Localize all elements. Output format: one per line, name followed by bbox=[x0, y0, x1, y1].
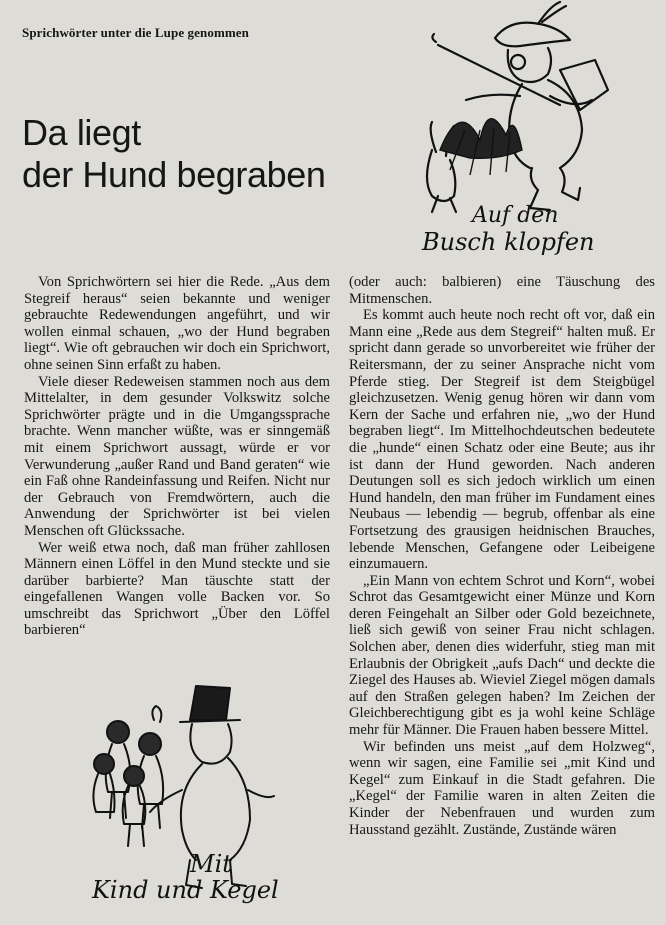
paragraph: Wer weiß etwa noch, daß man früher zahllosen Männern einen Löffel in den Mund steckte und sie darüber barbierte? Man täuschte statt der eingefallenen Wangen volle Backen vor. So umschreibt das Sprichwort „Über den Löffel barbieren“ bbox=[24, 539, 330, 639]
article-kicker: Sprichwörter unter die Lupe genommen bbox=[22, 25, 249, 40]
caption-bottom-line-1: Mit bbox=[190, 850, 232, 878]
article-headline bbox=[22, 112, 325, 196]
paragraph: Wir befinden uns meist „auf dem Holzweg“, wenn wir sagen, eine Familie sei „mit Kind und Kegel“ zum Einkauf in die Stadt gefahren. Die „Kegel“ der Familie waren in alten Zeiten die Kinder der Nebenfrauen und wurden zum Hausstand gezählt. Zustände, Zustände wären bbox=[349, 738, 655, 838]
article-column-left bbox=[24, 274, 330, 639]
hunter-drawing bbox=[410, 0, 666, 260]
paragraph: Viele dieser Redeweisen stammen noch aus dem Mittelalter, in dem gesunder Volkswitz solche Sprichwörter prägte und in die Umgangssprache brachte. Wenn mancher wüßte, was er sinngemäß mit einem Sprichwort aussagt, würde er vor Verwunderung „außer Rand und Band geraten“ wie ein Faß ohne Randeinfassung und Reifen. Nicht nur der Gebrauch von Fremdwörtern, auch die Anwendung der Sprichwörter ist bei vielen Menschen oft Glückssache. bbox=[24, 373, 330, 539]
paragraph-continuation: (oder auch: balbieren) eine Täuschung des Mitmenschen. bbox=[349, 274, 655, 307]
paragraph: Es kommt auch heute noch recht oft vor, daß ein Mann eine „Rede aus dem Stegreif“ halten muß. Er spricht dann gerade so unvorbereitet wie früher der Reitersmann, der zu seiner Ansprache nicht vom Pferde stieg. Der Stegreif ist dem Steigbügel gleichzusetzen. Wenig genug hören wir dann vom Kern der Sache und erfahren nie, „wo der Hund begraben liegt“. Im Mittelhochdeutschen bedeutete die „hunde“ einen Schatz oder eine Beute; aus ihr ist dann der Hund geworden. Nach anderen Deutungen soll es sich jedoch wirklich um einen Hund handeln, den man früher im Fundament eines Neubaus — lebendig — begrub, offenbar als eine Fortsetzung des grausigen heidnischen Brauches, lebende Menschen, Gefangene oder Leibeigene einzumauern. bbox=[349, 307, 655, 573]
illustration-family bbox=[90, 680, 320, 915]
caption-top-line-1: Auf den bbox=[472, 203, 559, 228]
family-drawing bbox=[90, 680, 320, 915]
illustration-hunter bbox=[410, 0, 666, 260]
paragraph: Von Sprichwörtern sei hier die Rede. „Aus dem Stegreif heraus“ seien bekannte und weniger gebrauchte Redewendungen angeführt, und wir wollen einmal schauen, „wo der Hund begraben liegt“. Wie oft gebrauchen wir doch ein Sprichwort, ohne seinen Sinn erfaßt zu haben. bbox=[24, 274, 330, 373]
headline-line-2: der Hund begraben bbox=[22, 154, 326, 195]
caption-top-line-2: Busch klopfen bbox=[422, 228, 595, 256]
caption-bottom-line-2: Kind und Kegel bbox=[92, 876, 279, 904]
article-column-right bbox=[349, 274, 655, 838]
paragraph: „Ein Mann von echtem Schrot und Korn“, wobei Schrot das Gesamtgewicht einer Münze und Korn deren Feingehalt an Silber oder Gold bezeichnete, ließ sich gewiß von seiner Frau nicht schlagen. Solchen aber, denen dies widerfuhr, stieg man mit Erlaubnis der Obrigkeit „aufs Dach“ und deckte die Ziegel des Hauses ab. Wieviel Ziegel mögen damals auf den Straßen gelegen haben? Im Zeichen der Gleichberechtigung gibt es ja wohl keine Schläge mehr für Männer. Die Frauen haben bessere Mittel. bbox=[349, 572, 655, 739]
headline-line-1: Da liegt bbox=[22, 112, 141, 153]
